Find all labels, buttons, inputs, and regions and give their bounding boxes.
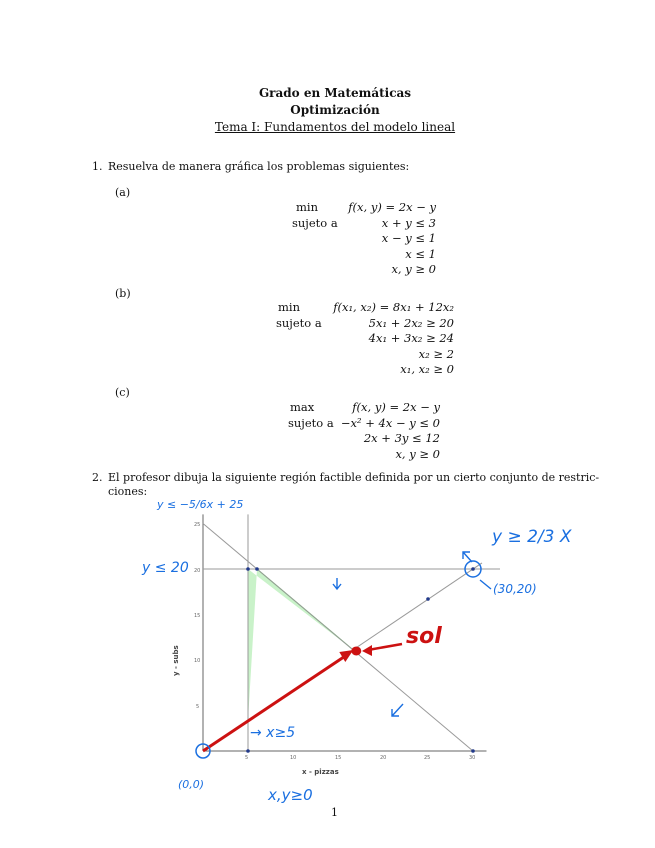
- course-title: Grado en Matemáticas: [258, 86, 412, 100]
- q1c-subject: sujeto a: [288, 415, 334, 430]
- vertex-dot: [255, 567, 259, 571]
- q1a-min: min: [296, 200, 318, 214]
- q1a-constraint: x − y ≤ 1: [381, 231, 436, 245]
- q1c-max: max: [290, 400, 315, 414]
- x-tick: 25: [424, 755, 431, 761]
- q1a-constraint: x + y ≤ 3: [381, 215, 436, 230]
- x-tick: 15: [335, 755, 342, 761]
- q2-number: 2.: [92, 471, 103, 484]
- q1a-constraint: x ≤ 1: [405, 246, 436, 261]
- down-arrow: [333, 578, 341, 589]
- up-left-arrow: [463, 552, 472, 562]
- x-tick: 20: [380, 755, 387, 761]
- q1b-min: min: [278, 300, 300, 314]
- annotation-nonneg: x,y≥0: [268, 786, 313, 804]
- sol-arrow: [368, 644, 402, 650]
- q1c-constraint: −x² + 4x − y ≤ 0: [340, 415, 440, 430]
- q1c-constraint: 2x + 3y ≤ 12: [363, 431, 440, 445]
- point-pointer: [480, 580, 491, 589]
- sol-arrow-head: [362, 645, 372, 656]
- annotation-origin: (0,0): [178, 778, 205, 791]
- q1a-subject: sujeto a: [292, 215, 338, 230]
- q1b-objective: f(x₁, x₂) = 8x₁ + 12x₂: [333, 300, 454, 314]
- vertex-dot: [246, 749, 250, 753]
- annotation-x-ge-5: → x≥5: [250, 725, 296, 741]
- q1b-constraint: 4x₁ + 3x₂ ≥ 24: [368, 331, 454, 345]
- page-number: 1: [331, 806, 338, 819]
- x-tick: 30: [469, 755, 476, 761]
- annotation-y-le-20: y ≤ 20: [142, 560, 189, 576]
- annotation-y-ge: y ≥ 2/3 X: [492, 527, 572, 547]
- q2-text-line2: ciones:: [108, 485, 148, 498]
- q1a-label: (a): [115, 186, 131, 199]
- vertex-dot: [471, 749, 475, 753]
- q1a-constraint: x, y ≥ 0: [391, 262, 436, 276]
- y-tick: 5: [196, 704, 200, 710]
- subject-title: Optimización: [290, 103, 380, 117]
- q1b-label: (b): [115, 287, 131, 300]
- q1b-subject: sujeto a: [276, 315, 322, 330]
- q1c-objective: f(x, y) = 2x − y: [352, 400, 440, 414]
- q1a-objective: f(x, y) = 2x − y: [348, 200, 436, 214]
- q1c-label: (c): [115, 386, 130, 399]
- q1b-constraint: x₂ ≥ 2: [418, 346, 454, 361]
- vertex-dot: [426, 597, 430, 601]
- down-left-arrow: [392, 704, 403, 716]
- x-tick: 5: [245, 755, 249, 761]
- q1-number: 1.: [92, 160, 103, 173]
- feasible-region: [248, 569, 353, 721]
- annotation-sol: sol: [406, 624, 442, 649]
- y-tick: 25: [194, 522, 201, 528]
- y-tick: 15: [194, 613, 201, 619]
- q1c-constraint: x, y ≥ 0: [395, 446, 440, 461]
- annotation-point-30-20: (30,20): [493, 582, 537, 596]
- x-tick: 10: [290, 755, 297, 761]
- y-axis-label: y - subs: [172, 645, 180, 676]
- vertex-dot: [471, 567, 475, 571]
- y-tick: 10: [194, 658, 201, 664]
- q1b-constraint: x₁, x₂ ≥ 0: [400, 362, 454, 376]
- annotation-line-eq: y ≤ −5/6x + 25: [157, 498, 244, 511]
- optimum-dot: [351, 646, 361, 655]
- x-axis-label: x - pizzas: [302, 768, 339, 776]
- q1b-constraint: 5x₁ + 2x₂ ≥ 20: [368, 315, 454, 330]
- vertex-dot: [246, 567, 250, 571]
- q1-text: Resuelva de manera gráfica los problemas siguientes:: [108, 160, 410, 173]
- y-tick: 20: [194, 568, 201, 574]
- topic-title: Tema I: Fundamentos del modelo lineal: [214, 120, 456, 134]
- q2-text-line1: El profesor dibuja la siguiente región factible definida por un cierto conjunto de restric-: [108, 471, 600, 484]
